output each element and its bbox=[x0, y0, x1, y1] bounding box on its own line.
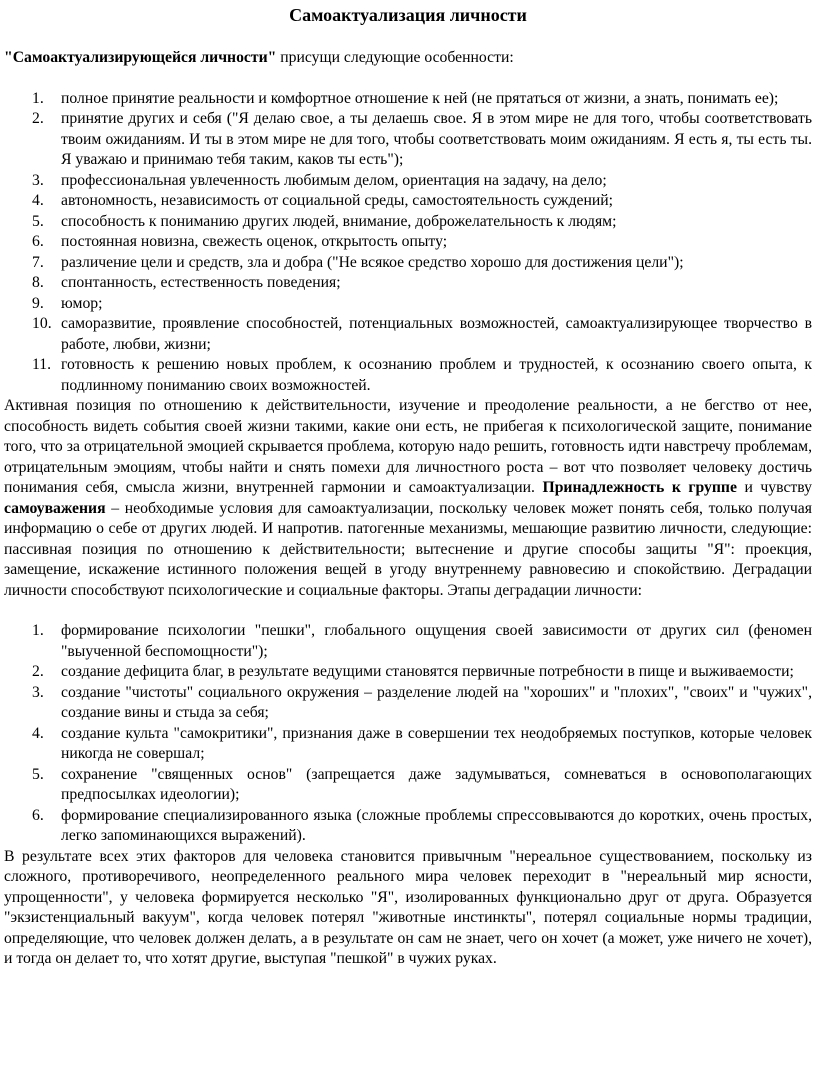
list-number: 2. bbox=[32, 110, 44, 127]
list-number: 4. bbox=[32, 724, 44, 742]
feature-item bbox=[4, 171, 812, 192]
degradation-stages-list bbox=[4, 621, 812, 847]
intro-rest: присущи следующие особенности: bbox=[276, 49, 514, 66]
paragraph1-part1: Активная позиция по отношению к действительности, изучение и преодоление реальности, а не бегство от нее, способность видеть события своей жизни такими, какие они есть, не прибегая к психологической защите, понимание того, что за отрицательной эмоцией скрывается проблема, которую надо решить, готовность идти навстречу проблемам, отрицательным эмоциям, чтобы найти и снять помехи для личностного роста – вот что позволяет человеку достичь понимания себя, смысла жизни, внутренней гармонии и самоактуализации. bbox=[4, 397, 812, 496]
features-list bbox=[4, 89, 812, 397]
stage-item bbox=[4, 806, 812, 847]
list-item-text: формирование специализированного языка (сложные проблемы спрессовываются до коротких, очень простых, легко запоминающихся выражений). bbox=[61, 806, 812, 844]
stage-item bbox=[4, 621, 812, 662]
list-number: 6. bbox=[32, 233, 44, 250]
list-item-text: профессиональная увлеченность любимым делом, ориентация на задачу, на дело; bbox=[61, 171, 607, 189]
feature-item bbox=[4, 212, 812, 233]
feature-item bbox=[4, 355, 812, 396]
list-number: 6. bbox=[32, 806, 44, 824]
list-number: 1. bbox=[32, 89, 44, 107]
list-number: 8. bbox=[32, 274, 44, 291]
feature-item bbox=[4, 253, 812, 274]
feature-item bbox=[4, 273, 812, 294]
paragraph1-part3: – необходимые условия для самоактуализации, поскольку человек может понять себя, только получая информацию о себе от других людей. И напротив. патогенные механизмы, мешающие развитию личности, следующие: пассивная позиция по отношению к действительности; вытеснение и другие способы защиты "Я": проекция, замещение, искажение истинного положения вещей в угоду внутреннему равновесию и спокойствию. Деградации личности способствуют психологические и социальные факторы. Этапы деградации личности: bbox=[4, 499, 812, 599]
list-number: 7. bbox=[32, 253, 44, 271]
paragraph1-part2: и чувству bbox=[736, 479, 813, 496]
list-item-text: спонтанность, естественность поведения; bbox=[61, 274, 341, 291]
list-item-text: различение цели и средств, зла и добра ("Не всякое средство хорошо для достижения цели"); bbox=[61, 253, 684, 271]
list-item-text: саморазвитие, проявление способностей, потенциальных возможностей, самоактуализирующее творчество в работе, любви, жизни; bbox=[61, 315, 812, 353]
list-number: 9. bbox=[32, 294, 44, 312]
paragraph-conclusion: В результате всех этих факторов для человека становится привычным "нереальное существованием, поскольку из сложного, противоречивого, неопределенного реального мира человек переходит в "нереальный мир ясности, упрощенности", у человека формируется несколько "Я", изолированных функционально друг от друга. Образуется "экзистенциальный вакуум", когда человек потерял "животные инстинкты", потерял социальные нормы традиции, определяющие, что человек должен делать, а в результате он сам не знает, чего он хочет (а может, уже ничего не хочет), и тогда он делает то, что хотят другие, выступая "пешкой" в чужих руках. bbox=[4, 847, 812, 967]
intro-bold-term: "Самоактуализирующейся личности" bbox=[4, 49, 277, 66]
list-item-text: принятие других и себя ("Я делаю свое, а ты делаешь свое. Я в этом мире не для того, чтобы соответствовать твоим ожиданиям. И ты в этом мире не для того, чтобы соответствовать моим ожиданиям. Я есть я, ты есть ты. Я уважаю и принимаю тебя таким, каков ты есть"); bbox=[61, 110, 812, 168]
list-number: 3. bbox=[32, 683, 44, 701]
list-number: 10. bbox=[32, 315, 52, 332]
list-item-text: формирование психологии "пешки", глобального ощущения своей зависимости от других сил (феномен "выученной беспомощности"); bbox=[61, 622, 812, 660]
list-item-text: автономность, независимость от социальной среды, самостоятельность суждений; bbox=[61, 192, 613, 209]
stage-item bbox=[4, 662, 812, 683]
list-item-text: способность к пониманию других людей, внимание, доброжелательность к людям; bbox=[61, 212, 617, 230]
paragraph-active-position bbox=[4, 396, 812, 601]
list-number: 3. bbox=[32, 171, 44, 189]
list-item-text: постоянная новизна, свежесть оценок, открытость опыту; bbox=[61, 233, 448, 250]
stage-item bbox=[4, 724, 812, 765]
list-item-text: полное принятие реальности и комфортное отношение к ней (не прятаться от жизни, а знать, понимать ее); bbox=[61, 89, 779, 107]
stage-item bbox=[4, 765, 812, 806]
paragraph1-bold-selfesteem: самоуважения bbox=[4, 499, 106, 517]
list-number: 5. bbox=[32, 212, 44, 230]
page-title: Самоактуализация личности bbox=[289, 5, 527, 25]
feature-item bbox=[4, 232, 812, 253]
feature-item bbox=[4, 314, 812, 355]
list-item-text: создание дефицита благ, в результате ведущими становятся первичные потребности в пище и выживаемости; bbox=[61, 663, 794, 680]
list-number: 11. bbox=[32, 356, 52, 373]
paragraph1-bold-group: Принадлежность к группе bbox=[542, 479, 737, 496]
list-number: 2. bbox=[32, 663, 44, 680]
list-number: 1. bbox=[32, 622, 44, 639]
feature-item bbox=[4, 109, 812, 171]
feature-item bbox=[4, 89, 812, 110]
list-item-text: создание культа "самокритики", признания даже в совершении тех неодобряемых поступков, которые человек никогда не совершал; bbox=[61, 724, 812, 762]
feature-item bbox=[4, 294, 812, 315]
feature-item bbox=[4, 191, 812, 212]
list-item-text: юмор; bbox=[61, 294, 103, 312]
intro-line bbox=[4, 48, 812, 69]
list-item-text: создание "чистоты" социального окружения – разделение людей на "хороших" и "плохих", "своих" и "чужих", создание вины и стыда за себя; bbox=[61, 683, 812, 721]
list-item-text: сохранение "священных основ" (запрещается даже задумываться, сомневаться в основополагающих предпосылках идеологии); bbox=[61, 765, 812, 803]
stage-item bbox=[4, 683, 812, 724]
list-number: 5. bbox=[32, 765, 44, 783]
list-item-text: готовность к решению новых проблем, к осознанию проблем и трудностей, к осознанию своего опыта, к подлинному пониманию своих возможностей. bbox=[61, 356, 812, 394]
list-number: 4. bbox=[32, 192, 44, 209]
